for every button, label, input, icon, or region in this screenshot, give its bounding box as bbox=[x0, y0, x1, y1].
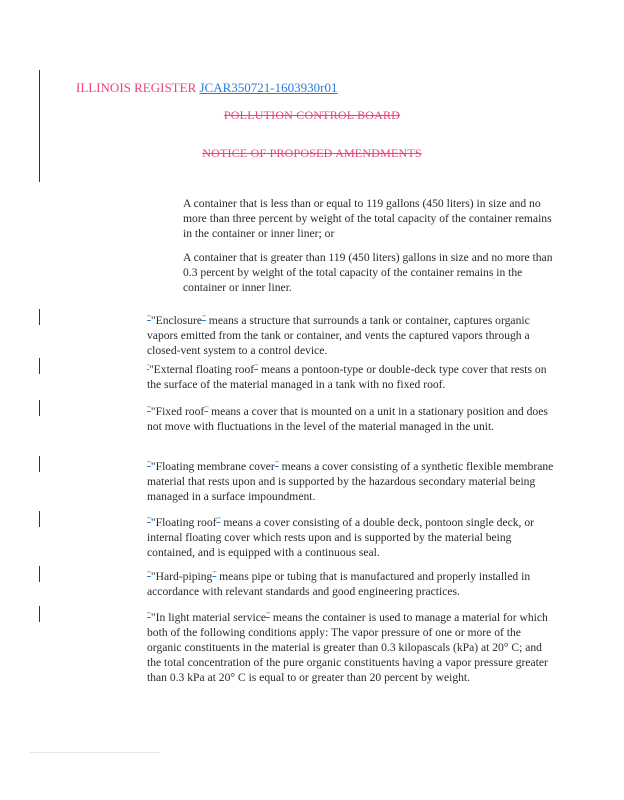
notice-title: NOTICE OF PROPOSED AMENDMENTS bbox=[202, 146, 422, 160]
definition-floating-roof bbox=[147, 513, 557, 560]
change-bar bbox=[39, 400, 40, 416]
definition-term: "Floating roof bbox=[150, 515, 217, 529]
change-mark: "" bbox=[147, 461, 151, 467]
definition-body: means a structure that surrounds a tank or container, captures organic vapors emitted from the tank or container, and vents the captured vapors through a closed-vent system to a control device. bbox=[147, 313, 530, 357]
change-mark: "" bbox=[147, 612, 151, 618]
definition-body: means a pontoon-type or double-deck type cover that rests on the surface of the material managed in a tank with no fixed roof. bbox=[147, 362, 547, 391]
change-bar bbox=[39, 511, 40, 527]
change-mark: "" bbox=[212, 571, 217, 577]
definition-term: "In light material service bbox=[150, 610, 267, 624]
definition-body: means a cover consisting of a synthetic flexible membrane material that rests upon and is supported by the hazardous secondary material being managed in a surface impoundment. bbox=[147, 459, 554, 503]
change-bar bbox=[39, 70, 40, 182]
jcar-link[interactable]: JCAR350721-1603930r01 bbox=[199, 80, 338, 95]
footer-divider bbox=[30, 752, 160, 753]
definition-term: "Hard-piping bbox=[150, 569, 213, 583]
change-mark: "" bbox=[202, 315, 206, 321]
change-mark: "" bbox=[266, 612, 270, 618]
definition-term: "Enclosure bbox=[150, 313, 202, 327]
definition-term: "External floating roof bbox=[148, 362, 255, 376]
change-mark: "" bbox=[274, 461, 279, 467]
change-bar bbox=[39, 566, 40, 582]
register-header bbox=[76, 80, 337, 96]
change-bar bbox=[39, 456, 40, 472]
change-mark: "" bbox=[204, 406, 209, 412]
definition-in-light-material-service bbox=[147, 608, 557, 685]
definition-body: means pipe or tubing that is manufactured and properly installed in accordance with relevant standards and good engineering practices. bbox=[147, 569, 531, 598]
change-mark: "" bbox=[147, 406, 151, 412]
change-mark: "" bbox=[254, 364, 259, 370]
definition-term: "Fixed roof bbox=[150, 404, 205, 418]
definition-enclosure bbox=[147, 311, 557, 358]
definition-term: "Floating membrane cover bbox=[150, 459, 275, 473]
definition-body: means a cover consisting of a double deck, pontoon single deck, or internal floating cover which rests upon and is supported by the material being contained, and is equipped with a continuous seal. bbox=[147, 515, 535, 559]
condition-paragraph: A container that is less than or equal to 119 gallons (450 liters) in size and no more than three percent by weight of the total capacity of the container remains in the container or inner liner; or bbox=[183, 197, 552, 240]
change-bar bbox=[39, 309, 40, 325]
change-mark: "" bbox=[147, 517, 151, 523]
definition-external-floating-roof bbox=[147, 360, 557, 392]
definition-hard-piping bbox=[147, 567, 557, 599]
board-title: POLLUTION CONTROL BOARD bbox=[223, 108, 401, 122]
change-mark: "" bbox=[216, 517, 221, 523]
change-mark: "" bbox=[147, 315, 151, 321]
change-bar bbox=[39, 358, 40, 374]
definition-body: means the container is used to manage a material for which both of the following conditions apply: The vapor pressure of one or more of the organic constituents in the material is greater than 0.3 kilopascals (kPa) at 20° C; and the total concentration of the pure organic constituents having a vapor pressure greater than 0.3 kPa at 20° C is equal to or greater than 20 percent by weight. bbox=[147, 610, 548, 684]
definition-floating-membrane-cover bbox=[147, 457, 557, 504]
change-mark: "" bbox=[147, 571, 151, 577]
register-title: ILLINOIS REGISTER bbox=[76, 80, 197, 95]
definition-body: means a cover that is mounted on a unit in a stationary position and does not move with fluctuations in the level of the material managed in the unit. bbox=[147, 404, 548, 433]
change-bar bbox=[39, 606, 40, 622]
definition-fixed-roof bbox=[147, 402, 557, 434]
change-mark: " bbox=[147, 364, 149, 370]
condition-paragraph: A container that is greater than 119 (450 liters) gallons in size and no more than 0.3 percent by weight of the total capacity of the container remains in the container or inner liner. bbox=[183, 251, 553, 294]
